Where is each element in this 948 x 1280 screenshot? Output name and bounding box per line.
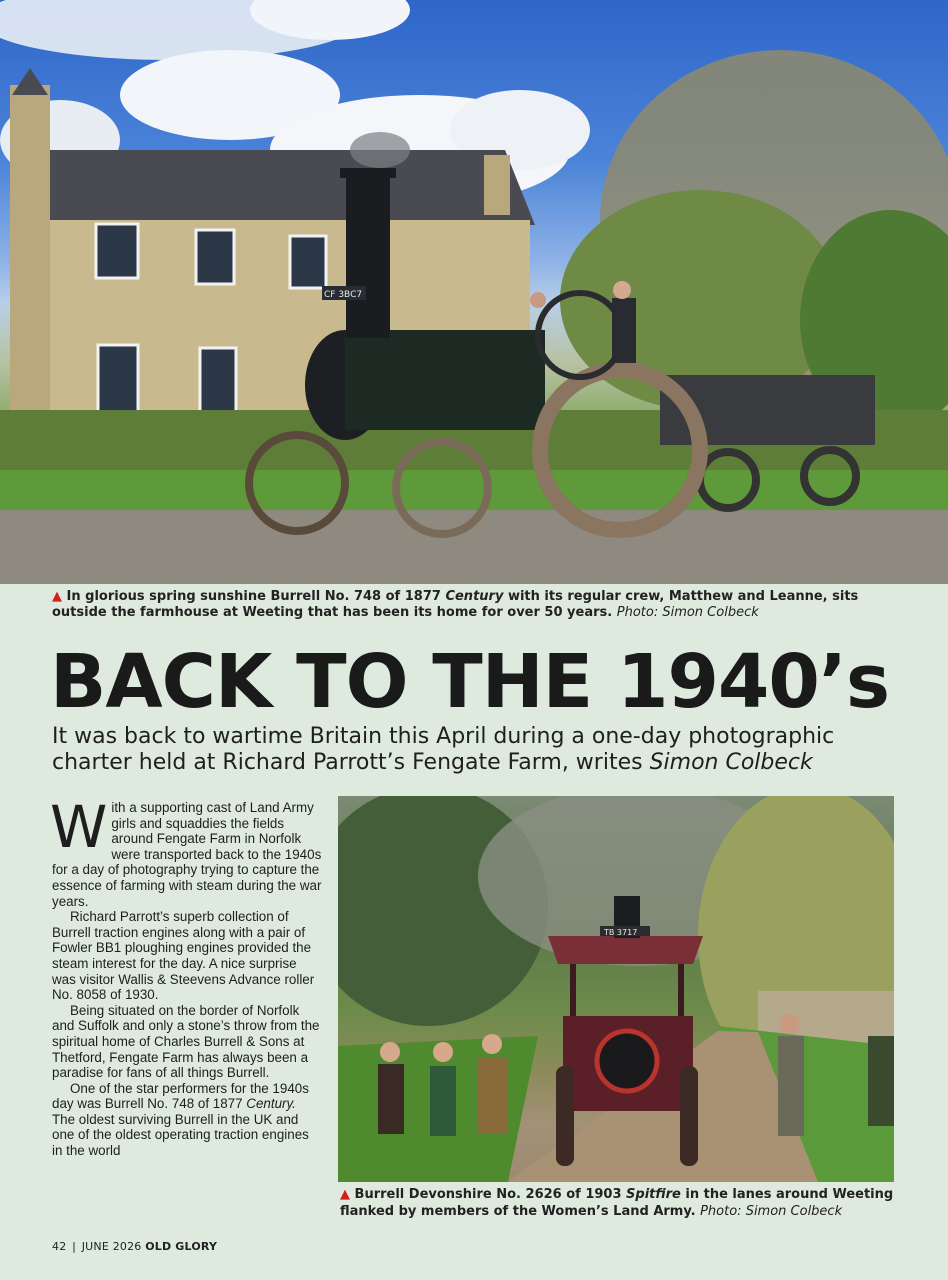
body-paragraph-3: Being situated on the border of Norfolk and Suffolk and only a stone’s throw from the spiritual home of Charles Burrell & Sons at Thetford, Fengate Farm has always been a paradise for fans of all things Burrell. bbox=[52, 1002, 320, 1081]
magazine-name: OLD GLORY bbox=[145, 1240, 218, 1253]
top-caption-rest: with its regular crew, Matthew and Leanne, sits outside the farmhouse at Weeting that has been its home for over 50 years. bbox=[52, 589, 859, 620]
body-paragraph-4 bbox=[52, 1081, 322, 1159]
hero-registration-plate: CF 3BC7 bbox=[324, 290, 363, 300]
body-paragraph-1 bbox=[50, 793, 322, 909]
hero-photo bbox=[0, 0, 948, 584]
spitfire-lane-illustration bbox=[338, 796, 894, 1182]
top-caption-credit: Photo: Simon Colbeck bbox=[616, 605, 759, 620]
page-folio bbox=[52, 1240, 217, 1253]
caption-marker-icon: ▲ bbox=[340, 1187, 350, 1202]
traction-engine-farmhouse-illustration bbox=[0, 0, 948, 584]
bottom-caption-credit: Photo: Simon Colbeck bbox=[700, 1204, 843, 1219]
page-title: BACK TO THE 1940’s bbox=[50, 639, 890, 725]
body-p4-title: Century. bbox=[246, 1096, 296, 1112]
body-p4-lead: One of the star performers for the 1940s day was Burrell No. 748 of 1877 bbox=[52, 1080, 309, 1112]
top-caption-title: Century bbox=[445, 589, 504, 604]
body-p1-text: ith a supporting cast of Land Army girls and squaddies the fields around Fengate Farm in Norfolk were transported back to the 1940s for a day of photography trying to capture the essence of farming with steam during the war years. bbox=[52, 800, 322, 909]
spitfire-registration-plate: TB 3717 bbox=[604, 928, 638, 937]
top-photo-caption bbox=[52, 589, 902, 621]
drop-cap: W bbox=[50, 793, 108, 861]
bottom-photo-caption bbox=[340, 1186, 900, 1220]
body-p4-rest: The oldest surviving Burrell in the UK and one of the oldest operating traction engines in the world bbox=[52, 1111, 309, 1159]
top-caption-lead: In glorious spring sunshine Burrell No. 748 of 1877 bbox=[66, 589, 446, 604]
standfirst bbox=[52, 724, 912, 776]
bottom-caption-lead: Burrell Devonshire No. 2626 of 1903 bbox=[354, 1187, 627, 1202]
caption-marker-icon: ▲ bbox=[52, 589, 62, 604]
body-paragraph-2: Richard Parrott’s superb collection of Burrell traction engines along with a pair of Fowler BB1 ploughing engines provided the steam interest for the day. A nice surprise was visitor Wallis & Steevens Advance roller No. 8058 of 1930. bbox=[52, 909, 315, 1003]
article-body bbox=[50, 793, 322, 1159]
spitfire-photo bbox=[338, 796, 894, 1182]
issue-date: JUNE 2026 bbox=[81, 1240, 142, 1253]
bottom-caption-rest: in the lanes around Weeting flanked by members of the Women’s Land Army. bbox=[340, 1187, 894, 1219]
standfirst-text: It was back to wartime Britain this April during a one-day photographic charter held at Richard Parrott’s Fengate Farm, writes bbox=[52, 724, 835, 775]
page-number: 42 bbox=[52, 1240, 67, 1253]
standfirst-author: Simon Colbeck bbox=[649, 750, 813, 775]
folio-separator: | bbox=[72, 1240, 77, 1253]
bottom-caption-title: Spitfire bbox=[626, 1187, 681, 1202]
